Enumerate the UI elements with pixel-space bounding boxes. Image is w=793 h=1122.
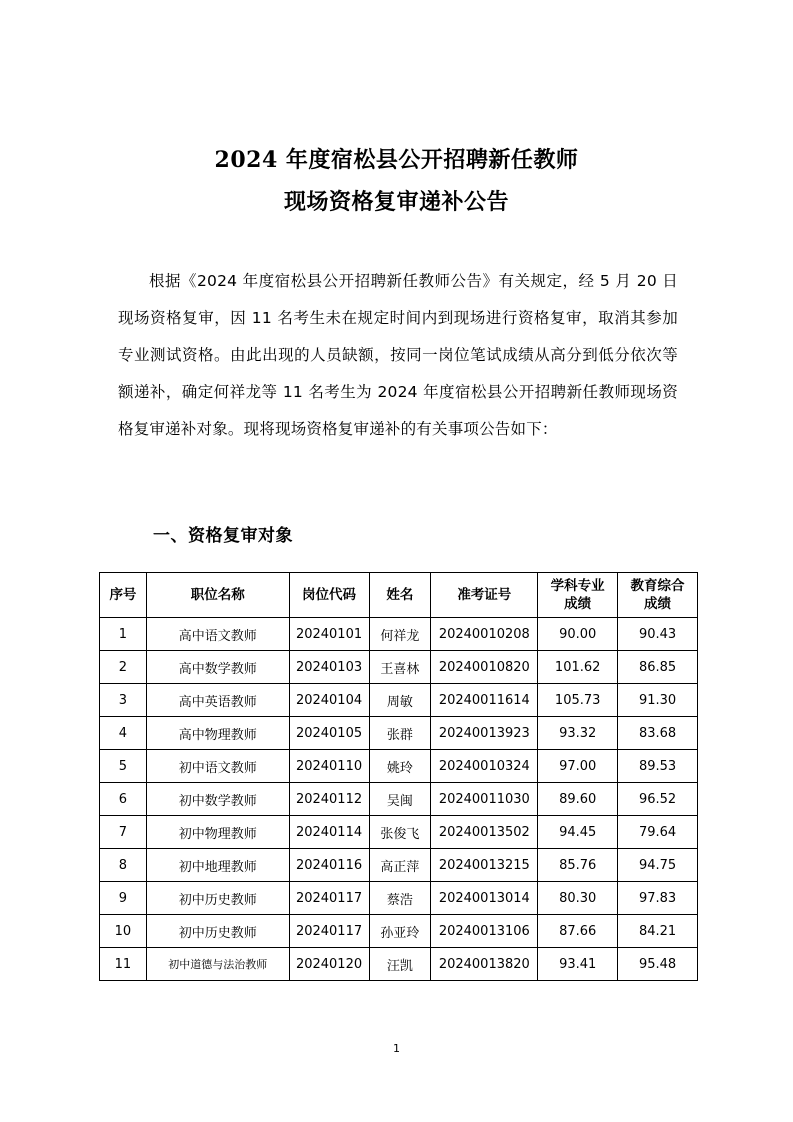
cell-name: 张俊飞 [369, 816, 431, 849]
cell-position: 高中数学教师 [146, 651, 289, 684]
cell-general-score: 97.83 [618, 882, 698, 915]
cell-major-score: 97.00 [538, 750, 618, 783]
cell-position: 高中语文教师 [146, 618, 289, 651]
document-title-line2: 现场资格复审递补公告 [283, 189, 509, 215]
cell-exam-id: 20240013820 [431, 948, 538, 981]
cell-position: 初中历史教师 [146, 882, 289, 915]
table-row [100, 651, 698, 684]
table-row [100, 618, 698, 651]
cell-seq: 2 [100, 651, 147, 684]
cell-exam-id: 20240011614 [431, 684, 538, 717]
cell-seq: 7 [100, 816, 147, 849]
cell-exam-id: 20240013502 [431, 816, 538, 849]
section-heading-candidates: 一、资格复审对象 [153, 526, 293, 546]
table-body [100, 618, 698, 981]
cell-major-score: 89.60 [538, 783, 618, 816]
cell-exam-id: 20240013215 [431, 849, 538, 882]
cell-seq: 11 [100, 948, 147, 981]
table-row [100, 684, 698, 717]
candidates-table [99, 572, 698, 981]
cell-position: 初中语文教师 [146, 750, 289, 783]
cell-code: 20240114 [289, 816, 369, 849]
cell-name: 汪凯 [369, 948, 431, 981]
header-major-score-line1: 学科专业 [550, 578, 605, 594]
cell-general-score: 94.75 [618, 849, 698, 882]
cell-general-score: 86.85 [618, 651, 698, 684]
header-name: 姓名 [369, 573, 431, 618]
cell-seq: 5 [100, 750, 147, 783]
cell-name: 高正萍 [369, 849, 431, 882]
cell-code: 20240110 [289, 750, 369, 783]
header-major-score-line2: 成绩 [564, 596, 592, 612]
cell-exam-id: 20240010208 [431, 618, 538, 651]
cell-exam-id: 20240010324 [431, 750, 538, 783]
cell-general-score: 95.48 [618, 948, 698, 981]
cell-name: 周敏 [369, 684, 431, 717]
cell-code: 20240117 [289, 915, 369, 948]
cell-position: 高中英语教师 [146, 684, 289, 717]
cell-position: 初中数学教师 [146, 783, 289, 816]
cell-seq: 10 [100, 915, 147, 948]
cell-position: 初中地理教师 [146, 849, 289, 882]
cell-general-score: 84.21 [618, 915, 698, 948]
cell-code: 20240112 [289, 783, 369, 816]
page-number: 1 [393, 1042, 400, 1055]
header-exam-id: 准考证号 [431, 573, 538, 618]
cell-code: 20240120 [289, 948, 369, 981]
table-row [100, 783, 698, 816]
cell-position: 高中物理教师 [146, 717, 289, 750]
cell-code: 20240103 [289, 651, 369, 684]
cell-name: 蔡浩 [369, 882, 431, 915]
cell-general-score: 83.68 [618, 717, 698, 750]
cell-major-score: 90.00 [538, 618, 618, 651]
table-row [100, 948, 698, 981]
document-title-line1: 2024 年度宿松县公开招聘新任教师 [214, 147, 579, 173]
cell-major-score: 93.41 [538, 948, 618, 981]
table-row [100, 849, 698, 882]
cell-major-score: 105.73 [538, 684, 618, 717]
cell-code: 20240116 [289, 849, 369, 882]
cell-general-score: 79.64 [618, 816, 698, 849]
header-code: 岗位代码 [289, 573, 369, 618]
cell-code: 20240105 [289, 717, 369, 750]
cell-seq: 1 [100, 618, 147, 651]
cell-major-score: 101.62 [538, 651, 618, 684]
cell-name: 王喜林 [369, 651, 431, 684]
cell-major-score: 85.76 [538, 849, 618, 882]
header-general-score-line1: 教育综合 [630, 578, 685, 594]
cell-general-score: 96.52 [618, 783, 698, 816]
cell-name: 张群 [369, 717, 431, 750]
cell-seq: 9 [100, 882, 147, 915]
table-header-row [100, 573, 698, 618]
cell-position: 初中道德与法治教师 [146, 948, 289, 981]
cell-general-score: 90.43 [618, 618, 698, 651]
cell-position: 初中物理教师 [146, 816, 289, 849]
header-major-score [538, 573, 618, 618]
cell-code: 20240101 [289, 618, 369, 651]
header-general-score-line2: 成绩 [644, 596, 672, 612]
cell-major-score: 93.32 [538, 717, 618, 750]
cell-exam-id: 20240013923 [431, 717, 538, 750]
cell-exam-id: 20240013014 [431, 882, 538, 915]
table-row [100, 750, 698, 783]
cell-general-score: 91.30 [618, 684, 698, 717]
table-row [100, 915, 698, 948]
cell-seq: 4 [100, 717, 147, 750]
table-row [100, 816, 698, 849]
cell-major-score: 87.66 [538, 915, 618, 948]
cell-seq: 3 [100, 684, 147, 717]
cell-name: 吴闽 [369, 783, 431, 816]
header-position: 职位名称 [146, 573, 289, 618]
table-row [100, 717, 698, 750]
cell-exam-id: 20240011030 [431, 783, 538, 816]
cell-code: 20240117 [289, 882, 369, 915]
table-row [100, 882, 698, 915]
header-general-score [618, 573, 698, 618]
intro-paragraph: 根据《2024 年度宿松县公开招聘新任教师公告》有关规定，经 5 月 20 日现场资格复审，因 11 名考生未在规定时间内到现场进行资格复审，取消其参加专业测试资格。由此出现的人员缺额，按同一岗位笔试成绩从高分到低分依次等额递补，确定何祥龙等 11 名考生为 2024 年度宿松县公开招聘新任教师现场资格复审递补对象。现将现场资格复审递补的有关事项公告如下： [118, 272, 678, 438]
cell-seq: 8 [100, 849, 147, 882]
cell-code: 20240104 [289, 684, 369, 717]
cell-exam-id: 20240013106 [431, 915, 538, 948]
cell-name: 何祥龙 [369, 618, 431, 651]
cell-general-score: 89.53 [618, 750, 698, 783]
header-seq: 序号 [100, 573, 147, 618]
cell-position: 初中历史教师 [146, 915, 289, 948]
cell-major-score: 94.45 [538, 816, 618, 849]
cell-exam-id: 20240010820 [431, 651, 538, 684]
cell-major-score: 80.30 [538, 882, 618, 915]
cell-seq: 6 [100, 783, 147, 816]
cell-name: 姚玲 [369, 750, 431, 783]
cell-name: 孙亚玲 [369, 915, 431, 948]
